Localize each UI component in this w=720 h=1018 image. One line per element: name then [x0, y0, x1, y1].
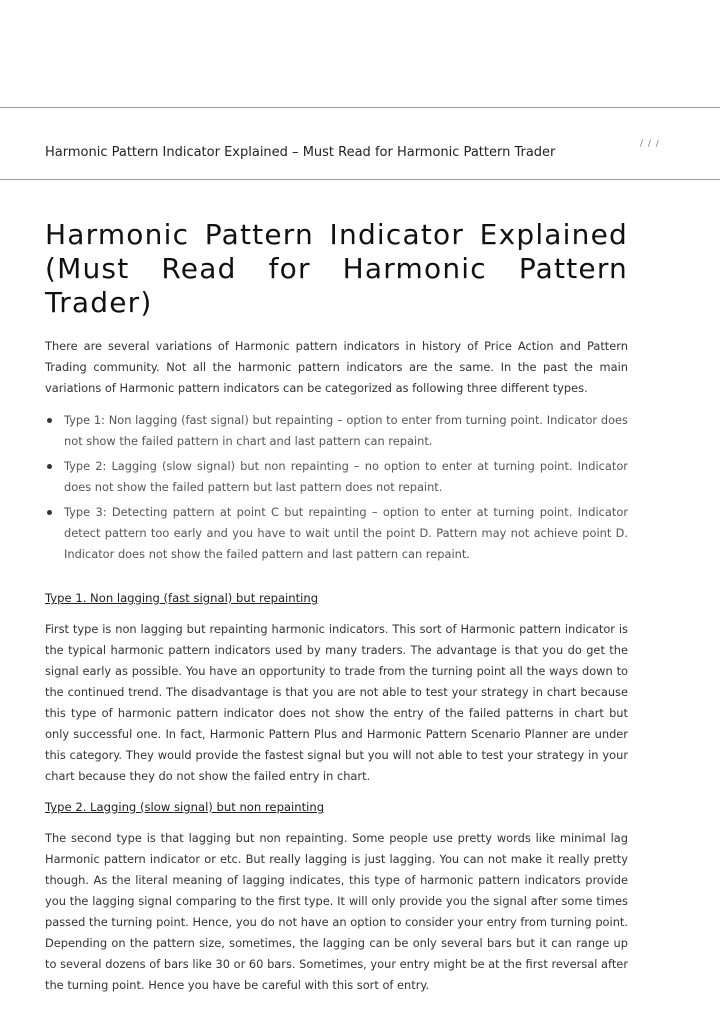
section-body-type2: The second type is that lagging but non repainting. Some people use pretty words like minimal lag Harmonic pattern indicator or etc. But really lagging is just lagging. You can not make it really pretty though. As the literal meaning of lagging indicates, this type of harmonic pattern indicators provide you the lagging signal comparing to the first type. It will only provide you the signal after some times passed the turning point. Hence, you do not have an option to consider your entry from turning point. Depending on the pattern size, sometimes, the lagging can be only several bars but it can range up to several dozens of bars like 30 or 60 bars. Sometimes, your entry might be at the first reversal after the turning point. Hence you have be careful with this sort of entry. — [45, 831, 628, 992]
header-title: Harmonic Pattern Indicator Explained – Must Read for Harmonic Pattern Trader — [45, 145, 556, 160]
section-heading-type1: Type 1. Non lagging (fast signal) but repainting — [45, 591, 319, 605]
list-item-text: Type 1: Non lagging (fast signal) but repainting – option to enter from turning point. Indicator does not show the failed pattern in chart and last pattern can repaint. — [64, 413, 628, 448]
bullet-icon — [47, 510, 52, 515]
bullet-icon — [47, 418, 52, 423]
list-item — [45, 410, 628, 452]
header-bottom-divider — [0, 179, 720, 180]
article-title: Harmonic Pattern Indicator Explained (Must Read for Harmonic Pattern Trader) — [45, 218, 628, 319]
list-item-text: Type 2: Lagging (slow signal) but non repainting – no option to enter at turning point. Indicator does not show the failed pattern but last pattern does not repaint. — [64, 459, 628, 494]
article-content — [45, 218, 628, 996]
bullet-icon — [47, 464, 52, 469]
section-body-type1: First type is non lagging but repainting harmonic indicators. This sort of Harmonic pattern indicator is the typical harmonic pattern indicators used by many traders. The advantage is that you do get the signal early as possible. You have an opportunity to trade from the turning point all the ways down to the continued trend. The disadvantage is that you are not able to test your strategy in chart because this type of harmonic pattern indicator does not show the entry of the failed patterns in chart but only successful one. In fact, Harmonic Pattern Plus and Harmonic Pattern Scenario Planner are under this category. They would provide the fastest signal but you will not able to test your strategy in your chart because they do not show the failed entry in chart. — [45, 622, 628, 783]
list-item — [45, 502, 628, 565]
list-item — [45, 456, 628, 498]
intro-paragraph: There are several variations of Harmonic pattern indicators in history of Price Action and Pattern Trading community. Not all the harmonic pattern indicators are the same. In the past the main variations of Harmonic pattern indicators can be categorized as following three different types. — [45, 339, 628, 395]
section-heading-type2: Type 2. Lagging (slow signal) but non repainting — [45, 800, 325, 814]
page-counter: / / / — [640, 139, 660, 149]
types-list — [45, 410, 628, 565]
header-top-divider — [0, 107, 720, 108]
list-item-text: Type 3: Detecting pattern at point C but repainting – option to enter at turning point. Indicator detect pattern too early and you have to wait until the point D. Pattern may not achieve point D. Indicator does not show the failed pattern and last pattern can repaint. — [64, 505, 628, 561]
